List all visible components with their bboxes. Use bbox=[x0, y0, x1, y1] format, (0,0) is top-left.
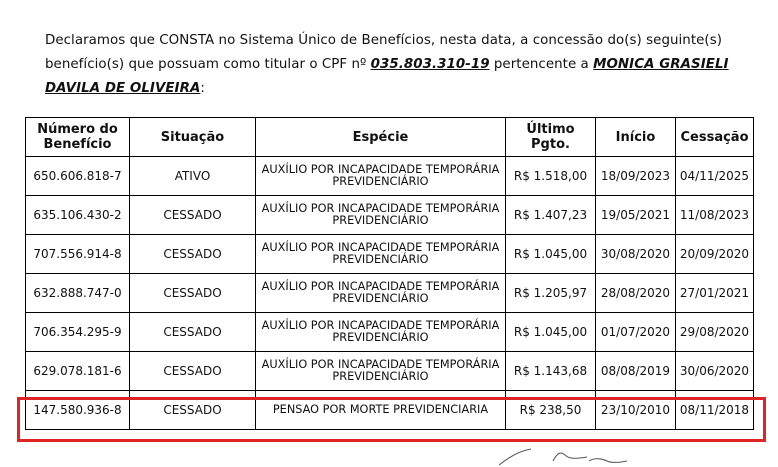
cell-especie: PENSAO POR MORTE PREVIDENCIARIA bbox=[256, 391, 506, 430]
intro-text-2: pertencente a bbox=[489, 57, 594, 73]
table-row bbox=[26, 313, 754, 352]
header-cessacao: Cessação bbox=[676, 118, 754, 157]
cell-situacao: ATIVO bbox=[130, 157, 256, 196]
cell-especie: AUXÍLIO POR INCAPACIDADE TEMPORÁRIA PREVIDENCIÁRIO bbox=[256, 313, 506, 352]
header-especie: Espécie bbox=[256, 118, 506, 157]
cell-especie: AUXÍLIO POR INCAPACIDADE TEMPORÁRIA PREVIDENCIÁRIO bbox=[256, 235, 506, 274]
cell-ultimo-pgto: R$ 1.045,00 bbox=[506, 313, 596, 352]
holder-name: MONICA GRASIELI DAVILA DE OLIVEIRA bbox=[45, 57, 729, 97]
cell-numero: 706.354.295-9 bbox=[26, 313, 130, 352]
cell-inicio: 18/09/2023 bbox=[596, 157, 676, 196]
cell-inicio: 23/10/2010 bbox=[596, 391, 676, 430]
cell-situacao: CESSADO bbox=[130, 274, 256, 313]
cell-cessacao: 11/08/2023 bbox=[676, 196, 754, 235]
table-row-highlighted bbox=[26, 391, 754, 430]
cell-ultimo-pgto: R$ 238,50 bbox=[506, 391, 596, 430]
cell-situacao: CESSADO bbox=[130, 196, 256, 235]
cell-especie: AUXÍLIO POR INCAPACIDADE TEMPORÁRIA PREVIDENCIÁRIO bbox=[256, 196, 506, 235]
cell-numero: 707.556.914-8 bbox=[26, 235, 130, 274]
cell-numero: 632.888.747-0 bbox=[26, 274, 130, 313]
cell-especie: AUXÍLIO POR INCAPACIDADE TEMPORÁRIA PREVIDENCIÁRIO bbox=[256, 157, 506, 196]
signature-scribble bbox=[495, 443, 635, 467]
cpf-value: 035.803.310-19 bbox=[370, 57, 490, 73]
intro-paragraph bbox=[45, 29, 765, 101]
header-situacao: Situação bbox=[130, 118, 256, 157]
cell-cessacao: 29/08/2020 bbox=[676, 313, 754, 352]
cell-cessacao: 30/06/2020 bbox=[676, 352, 754, 391]
cell-numero: 147.580.936-8 bbox=[26, 391, 130, 430]
cell-numero: 635.106.430-2 bbox=[26, 196, 130, 235]
table-row bbox=[26, 274, 754, 313]
cell-ultimo-pgto: R$ 1.518,00 bbox=[506, 157, 596, 196]
cell-cessacao: 27/01/2021 bbox=[676, 274, 754, 313]
table-row bbox=[26, 196, 754, 235]
cell-inicio: 28/08/2020 bbox=[596, 274, 676, 313]
cell-inicio: 30/08/2020 bbox=[596, 235, 676, 274]
cell-situacao: CESSADO bbox=[130, 352, 256, 391]
cell-ultimo-pgto: R$ 1.407,23 bbox=[506, 196, 596, 235]
cell-inicio: 19/05/2021 bbox=[596, 196, 676, 235]
cell-inicio: 08/08/2019 bbox=[596, 352, 676, 391]
cell-ultimo-pgto: R$ 1.045,00 bbox=[506, 235, 596, 274]
cell-inicio: 01/07/2020 bbox=[596, 313, 676, 352]
table-row bbox=[26, 235, 754, 274]
intro-text-3: : bbox=[200, 81, 205, 97]
cell-ultimo-pgto: R$ 1.143,68 bbox=[506, 352, 596, 391]
cell-especie: AUXÍLIO POR INCAPACIDADE TEMPORÁRIA PREVIDENCIÁRIO bbox=[256, 274, 506, 313]
table-header-row bbox=[26, 118, 754, 157]
cell-numero: 650.606.818-7 bbox=[26, 157, 130, 196]
cell-situacao: CESSADO bbox=[130, 235, 256, 274]
cell-ultimo-pgto: R$ 1.205,97 bbox=[506, 274, 596, 313]
cell-especie: AUXÍLIO POR INCAPACIDADE TEMPORÁRIA PREVIDENCIÁRIO bbox=[256, 352, 506, 391]
cell-cessacao: 20/09/2020 bbox=[676, 235, 754, 274]
table-row bbox=[26, 352, 754, 391]
cell-situacao: CESSADO bbox=[130, 313, 256, 352]
cell-cessacao: 04/11/2025 bbox=[676, 157, 754, 196]
benefits-table bbox=[25, 117, 754, 430]
header-ultimo-pgto: Último Pgto. bbox=[506, 118, 596, 157]
intro-text-1: Declaramos que CONSTA no Sistema Único de Benefícios, nesta data, a concessão do(s) seguinte(s) benefício(s) que possuam como titular o CPF nº bbox=[45, 33, 722, 73]
cell-situacao: CESSADO bbox=[130, 391, 256, 430]
header-inicio: Início bbox=[596, 118, 676, 157]
cell-numero: 629.078.181-6 bbox=[26, 352, 130, 391]
table-row bbox=[26, 157, 754, 196]
cell-cessacao: 08/11/2018 bbox=[676, 391, 754, 430]
header-numero: Número do Benefício bbox=[26, 118, 130, 157]
